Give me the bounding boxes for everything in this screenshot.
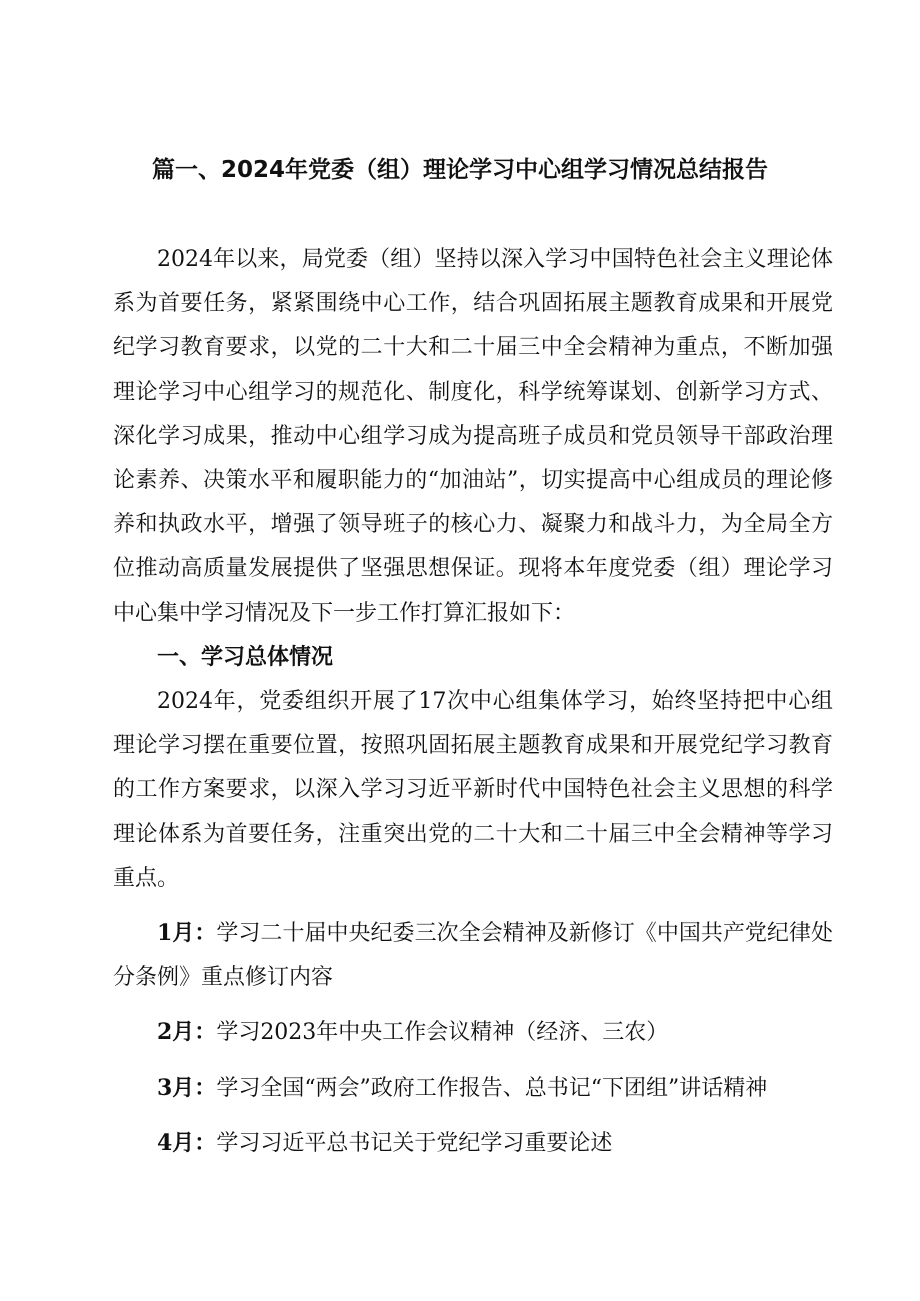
month-item-3 [113, 1066, 833, 1111]
month-item-1 [113, 911, 833, 1000]
month-label: 2月： [157, 1019, 217, 1046]
document-body [113, 238, 833, 1166]
document-title: 篇一、2024年党委（组）理论学习中心组学习情况总结报告 [151, 157, 768, 183]
month-text: 学习习近平总书记关于党纪学习重要论述 [216, 1130, 613, 1156]
month-label: 1月： [157, 920, 217, 947]
month-label: 4月： [157, 1129, 217, 1156]
month-item-4 [113, 1121, 833, 1166]
month-text: 学习全国“两会”政府工作报告、总书记“下团组”讲话精神 [216, 1075, 768, 1101]
month-item-2 [113, 1010, 833, 1055]
month-label: 3月： [157, 1074, 217, 1101]
intro-paragraph: 2024年以来，局党委（组）坚持以深入学习中国特色社会主义理论体系为首要任务，紧紧围绕中心工作，结合巩固拓展主题教育成果和开展党纪学习教育要求，以党的二十大和二十届三中全会精神为重点，不断加强理论学习中心组学习的规范化、制度化，科学统筹谋划、创新学习方式、深化学习成果，推动中心组学习成为提高班子成员和党员领导干部政治理论素养、决策水平和履职能力的“加油站”，切实提高中心组成员的理论修养和执政水平，增强了领导班子的核心力、凝聚力和战斗力，为全局全方位推动高质量发展提供了坚强思想保证。现将本年度党委（组）理论学习中心集中学习情况及下一步工作打算汇报如下： [113, 247, 833, 626]
section-heading-overview: 一、学习总体情况 [157, 644, 334, 670]
section-overview-paragraph: 2024年，党委组织开展了17次中心组集体学习，始终坚持把中心组理论学习摆在重要位置，按照巩固拓展主题教育成果和开展党纪学习教育的工作方案要求，以深入学习习近平新时代中国特色社会主义思想的科学理论体系为首要任务，注重突出党的二十大和二十届三中全会精神等学习重点。 [113, 689, 834, 891]
month-text: 学习2023年中央工作会议精神（经济、三农） [216, 1020, 669, 1046]
month-text: 学习二十届中央纪委三次全会精神及新修订《中国共产党纪律处分条例》重点修订内容 [113, 921, 833, 991]
